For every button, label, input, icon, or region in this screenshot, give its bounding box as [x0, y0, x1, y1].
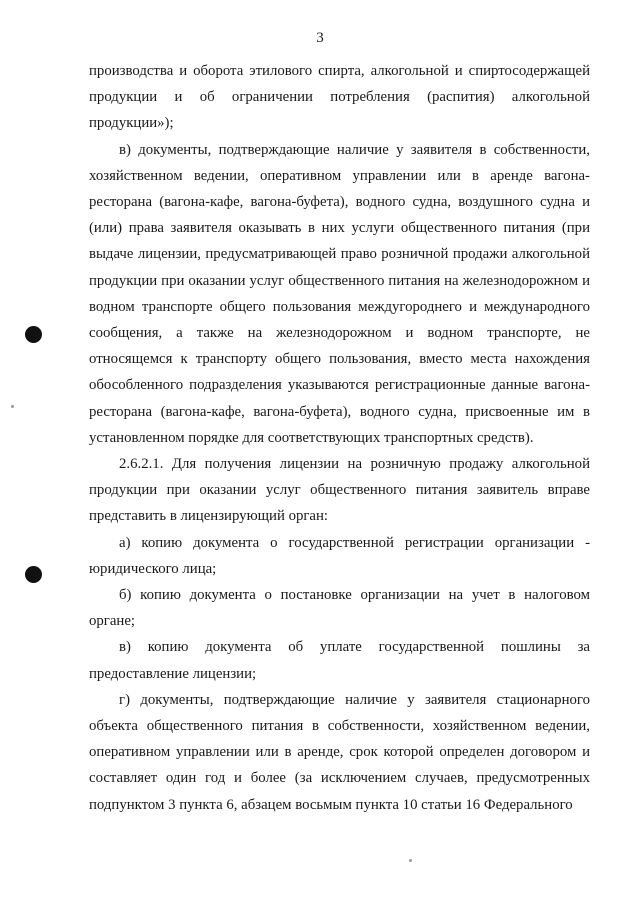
punch-hole-bottom — [25, 566, 42, 583]
body-text — [89, 58, 590, 818]
page-number: 3 — [316, 30, 324, 46]
paragraph-continuation: производства и оборота этилового спирта, алкогольной и спиртосодержащей продукции и об ограничении потребления (распития) алкогольной продукции»); — [89, 63, 590, 132]
paragraph-clause-2-6-2-1: 2.6.2.1. Для получения лицензии на розничную продажу алкогольной продукции при оказании услуг общественного питания заявитель вправе представить в лицензирующий орган: — [89, 456, 590, 525]
paragraph-item-v-vehicles: в) документы, подтверждающие наличие у заявителя в собственности, хозяйственном ведении, оперативном управлении или в аренде вагона-ресторана (вагона-кафе, вагона-буфета), водного судна, воздушного судна и (или) права заявителя оказывать в них услуги общественного питания (при выдаче лицензии, предусматривающей право розничной продажи алкогольной продукции при оказании услуг общественного питания на железнодорожном и водном транспорте общего пользования междугороднего и международного сообщения, а также на железнодорожном и водном транспорте, не относящемся к транспорту общего пользования, вместо места нахождения обособленного подразделения указываются регистрационные данные вагона-ресторана (вагона-кафе, вагона-буфета), водного судна, присвоенные им в установленном порядке для соответствующих транспортных средств). — [89, 141, 590, 446]
punch-hole-top — [25, 326, 42, 343]
scan-speck — [409, 859, 412, 862]
paragraph-item-b: б) копию документа о постановке организации на учет в налоговом органе; — [89, 587, 590, 630]
paragraph-item-v-fee: в) копию документа об уплате государственной пошлины за предоставление лицензии; — [89, 639, 590, 682]
scan-speck — [11, 405, 14, 408]
paragraph-item-a: а) копию документа о государственной регистрации организации - юридического лица; — [89, 534, 590, 577]
paragraph-item-g: г) документы, подтверждающие наличие у заявителя стационарного объекта общественного питания в собственности, хозяйственном ведении, оперативном управлении или в аренде, срок которой определен договором и составляет один год и более (за исключением случаев, предусмотренных подпунктом 3 пункта 6, абзацем восьмым пункта 10 статьи 16 Федерального — [89, 691, 590, 813]
